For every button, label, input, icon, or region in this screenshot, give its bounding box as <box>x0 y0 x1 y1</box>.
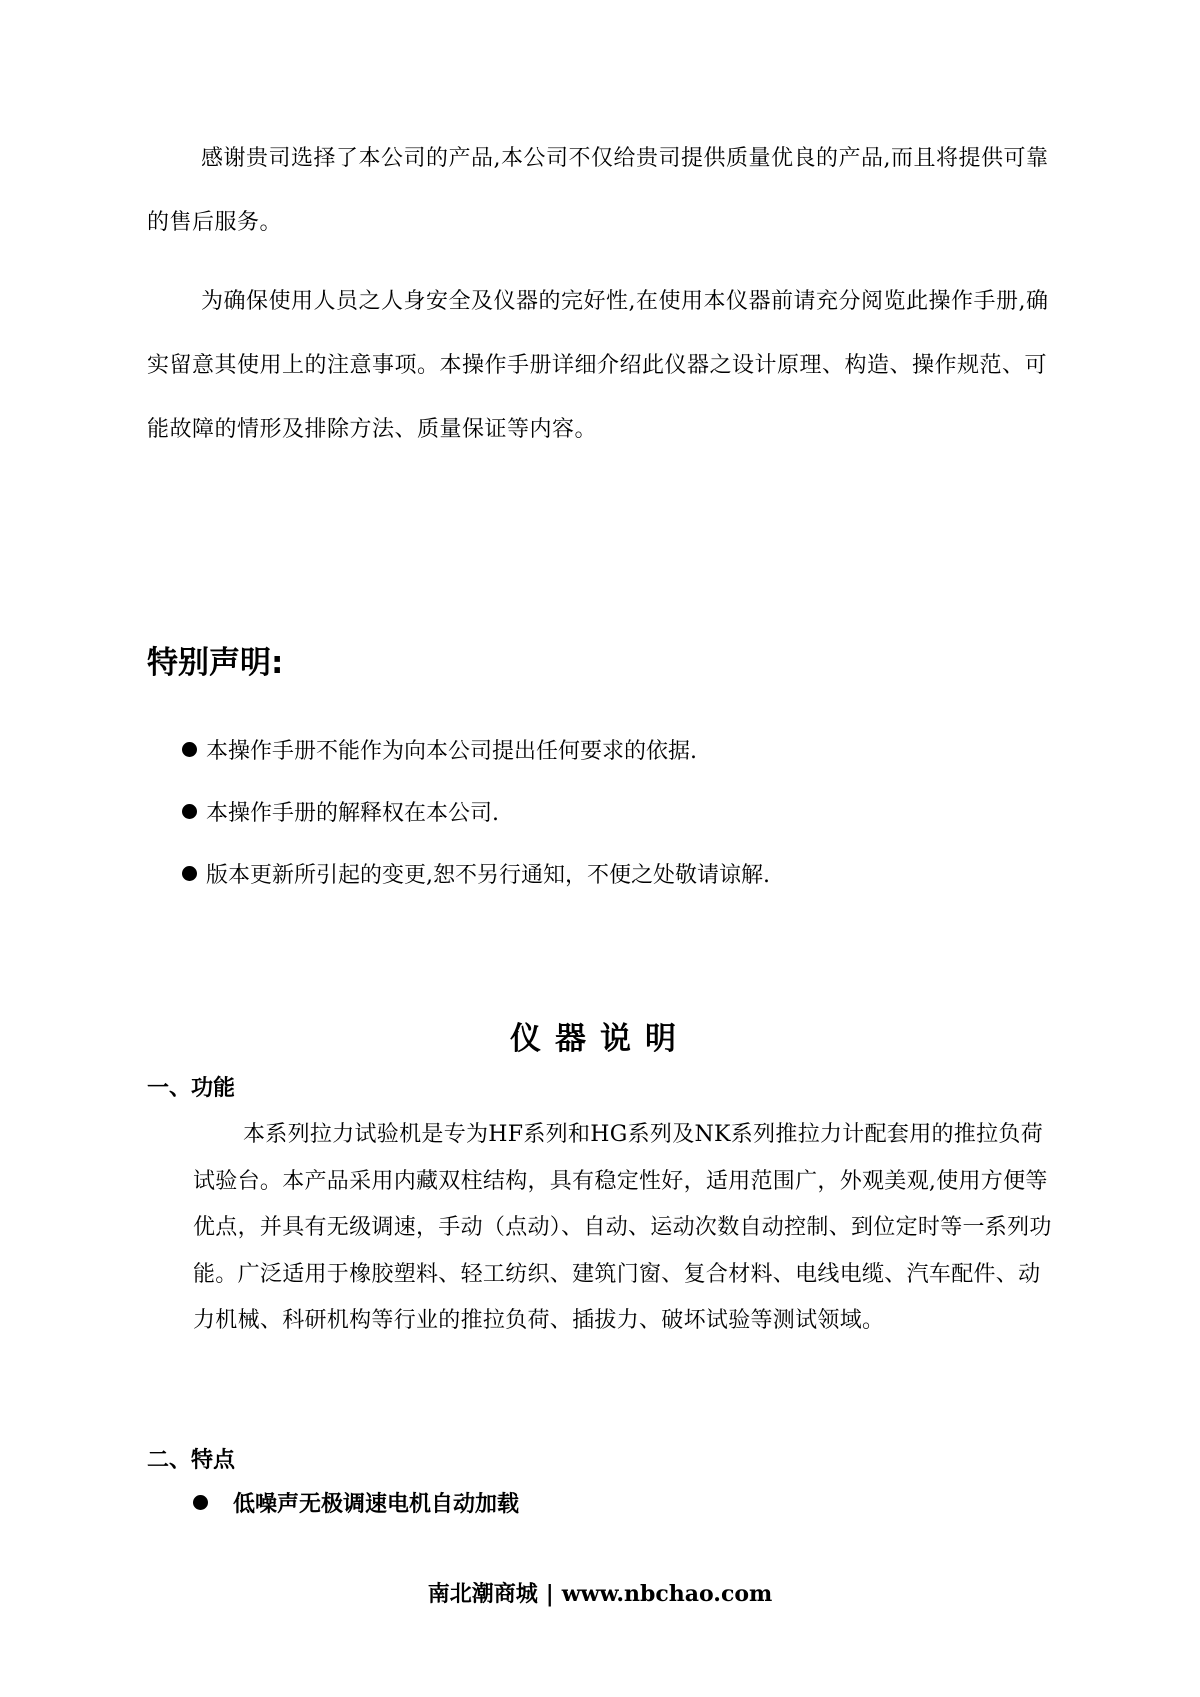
bullet-icon <box>182 804 197 819</box>
special-notice-list <box>182 718 770 904</box>
footer-separator: | <box>545 1581 554 1607</box>
bullet-icon <box>182 742 197 757</box>
notice-item <box>182 842 770 904</box>
bullet-icon <box>193 1495 208 1510</box>
intro-paragraph-1: 感谢贵司选择了本公司的产品,本公司不仅给贵司提供质量优良的产品,而且将提供可靠的售后服务。 <box>147 146 1049 235</box>
intro-paragraph-2: 为确保使用人员之人身安全及仪器的完好性,在使用本仪器前请充分阅览此操作手册,确实留意其使用上的注意事项。本操作手册详细介绍此仪器之设计原理、构造、操作规范、可能故障的情形及排除方法、质量保证等内容。 <box>147 289 1049 442</box>
feature-item-text: 低噪声无极调速电机自动加载 <box>233 1492 520 1517</box>
footer-url[interactable]: www.nbchao.com <box>561 1581 773 1607</box>
bullet-icon <box>182 866 197 881</box>
page-footer <box>0 1577 1200 1608</box>
notice-item <box>182 718 770 780</box>
notice-item-text: 本操作手册的解释权在本公司. <box>206 800 499 826</box>
function-heading: 一、功能 <box>147 1076 236 1101</box>
notice-item <box>182 780 770 842</box>
special-notice-heading: 特别声明: <box>147 645 284 681</box>
instrument-title: 仪器说明 <box>510 1021 690 1057</box>
function-paragraph: 本系列拉力试验机是专为HF系列和HG系列及NK系列推拉力计配套用的推拉负荷试验台。本产品采用内藏双柱结构，具有稳定性好，适用范围广，外观美观,使用方便等优点，并具有无级调速，手动（点动）、自动、运动次数自动控制、到位定时等一系列功能。广泛适用于橡胶塑料、轻工纺织、建筑门窗、复合材料、电线电缆、汽车配件、动力机械、科研机构等行业的推拉负荷、插拔力、破坏试验等测试领域。 <box>193 1122 1052 1333</box>
footer-brand: 南北潮商城 <box>427 1581 538 1607</box>
notice-item-text: 本操作手册不能作为向本公司提出任何要求的依据. <box>206 738 697 764</box>
notice-item-text: 版本更新所引起的变更,恕不另行通知，不便之处敬请谅解. <box>206 862 770 888</box>
feature-item <box>193 1487 519 1518</box>
features-heading: 二、特点 <box>147 1448 236 1473</box>
